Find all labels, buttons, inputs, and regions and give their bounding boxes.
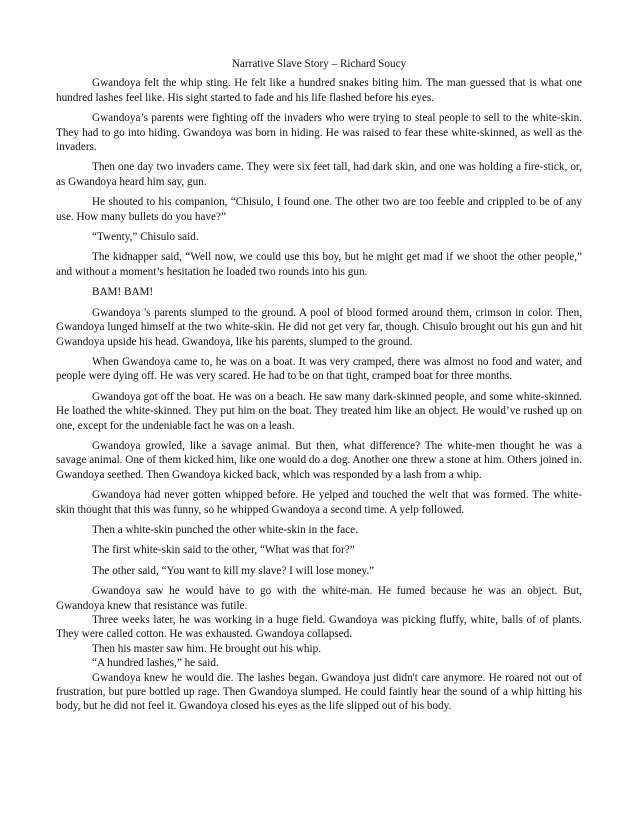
paragraph: Gwandoya growled, like a savage animal. But then, what difference? The white-men thought he was a savage animal. One of them kicked him, like one would do a dog. Another one threw a stone at him. Others joined in. Gwandoya seethed. Then Gwandoya kicked back, which was responded by a lash from a whip. <box>56 439 582 481</box>
paragraph: Gwandoya got off the boat. He was on a beach. He saw many dark-skinned people, and some white-skinned. He loathed the white-skinned. They put him on the boat. They treated him like an object. He would’ve rushed up on one, except for the undeniable fact he was on a leash. <box>56 390 582 432</box>
paragraph: “Twenty,” Chisulo said. <box>92 231 199 244</box>
paragraph: Gwandoya felt the whip sting. He felt like a hundred snakes biting him. The man guessed that is what one hundred lashes feel like. His sight started to fade and his life flashed before his eyes. <box>56 77 582 104</box>
paragraph: Gwandoya saw he would have to go with the white-man. He fumed because he was an object. But, Gwandoya knew that resistance was futile. <box>56 585 582 612</box>
paragraph: Then his master saw him. He brought out his whip. <box>92 642 322 655</box>
paragraph: The kidnapper said, “Well now, we could use this boy, but he might get mad if we shoot the other people,” and without a moment’s hesitation he loaded two rounds into his gun. <box>56 251 582 278</box>
paragraph: “A hundred lashes,” he said. <box>92 657 219 670</box>
paragraph: Then one day two invaders came. They were six feet tall, had dark skin, and one was holding a fire-stick, or, as Gwandoya heard him say, gun. <box>56 161 582 188</box>
paragraph: Gwandoya knew he would die. The lashes began. Gwandoya just didn't care anymore. He roared not out of frustration, but pure bottled up rage. Then Gwandoya slumped. He could faintly hear the sound of a whip hitting his body, but he did not feel it. Gwandoya closed his eyes as the life slipped out of his body. <box>56 671 582 713</box>
paragraph: Gwandoya’s parents were fighting off the invaders who were trying to steal people to sell to the white-skin. They had to go into hiding. Gwandoya was born in hiding. He was raised to fear these white-skinned, as well as the invaders. <box>56 112 582 154</box>
paragraph: The other said, “You want to kill my slave? I will lose money.” <box>92 564 375 577</box>
paragraph: The first white-skin said to the other, “What was that for?” <box>92 544 355 557</box>
paragraph: Gwandoya had never gotten whipped before. He yelped and touched the welt that was formed. The white-skin thought that this was funny, so he whipped Gwandoya a second time. A yelp followed. <box>56 489 582 516</box>
paragraph: He shouted to his companion, “Chisulo, I found one. The other two are too feeble and crippled to be of any use. How many bullets do you have?” <box>56 196 582 223</box>
paragraph: Gwandoya 's parents slumped to the ground. A pool of blood formed around them, crimson in color. Then, Gwandoya lunged himself at the two white-skin. He did not get very far, though. Chisulo brought out his gun and hit Gwandoya upside his head. Gwandoya, like his parents, slumped to the ground. <box>56 306 582 348</box>
paragraph: When Gwandoya came to, he was on a boat. It was very cramped, there was almost no food and water, and people were dying off. He was very scared. He had to be on that tight, cramped boat for three months. <box>56 355 582 383</box>
paragraph: Three weeks later, he was working in a huge field. Gwandoya was picking fluffy, white, balls of of plants. They were called cotton. He was exhausted. Gwandoya collapsed. <box>56 614 582 641</box>
paragraph: BAM! BAM! <box>92 286 154 299</box>
paragraph: Then a white-skin punched the other white-skin in the face. <box>92 523 358 536</box>
document-title: Narrative Slave Story – Richard Soucy <box>231 58 407 70</box>
